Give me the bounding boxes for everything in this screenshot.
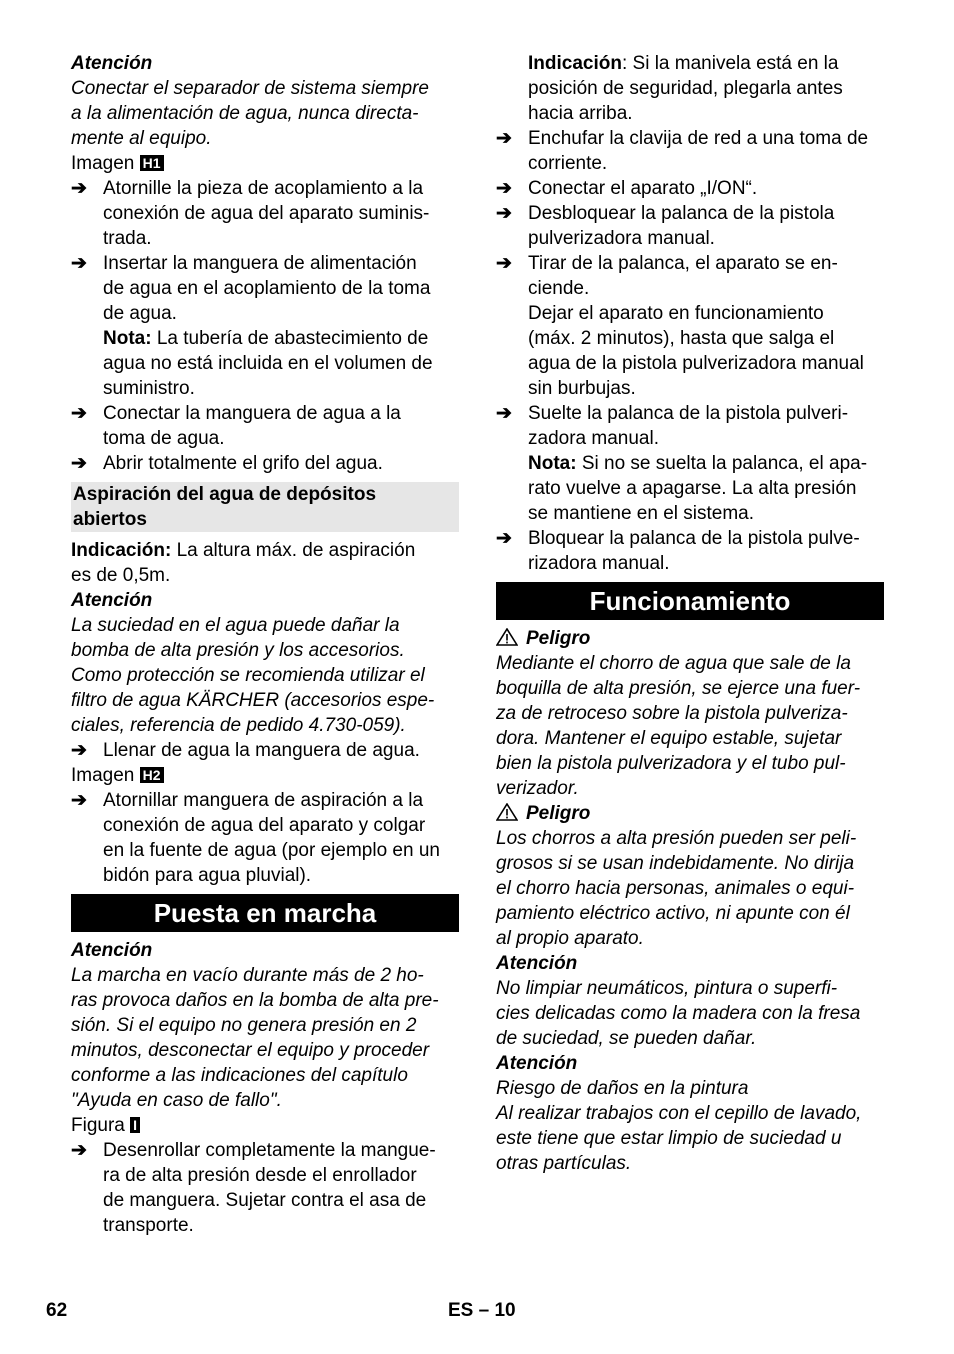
- page-number: 62: [46, 1300, 68, 1321]
- text-line: No limpiar neumáticos, pintura o superfi-: [496, 978, 838, 999]
- text-line: Bloquear la palanca de la pistola pulve-: [528, 528, 860, 549]
- instruction-step: [496, 526, 884, 576]
- note-label: Nota:: [103, 328, 152, 349]
- text-line: Conectar el aparato „I/ON“.: [528, 178, 758, 199]
- text-line: Atornille la pieza de acoplamiento a la: [103, 178, 424, 199]
- instruction-step: [71, 251, 459, 401]
- text-line: grosos si se usan indebidamente. No dirija: [496, 853, 855, 874]
- instruction-step: [71, 1138, 459, 1238]
- attention-heading: Atención: [71, 940, 153, 961]
- attention-heading: Atención: [496, 1053, 578, 1074]
- instruction-step: [496, 126, 884, 176]
- text-line: "Ayuda en caso de fallo".: [71, 1090, 282, 1111]
- text-line: conexión de agua del aparato suminis-: [103, 203, 430, 224]
- text-line: boquilla de alta presión, se ejerce una fuer-: [496, 678, 861, 699]
- text-line: Desenrollar completamente la mangue-: [103, 1140, 436, 1161]
- attention-text: [71, 76, 459, 151]
- text-line: minutos, desconectar el equipo y proceder: [71, 1040, 430, 1061]
- text-line: Tirar de la palanca, el aparato se en-: [528, 253, 838, 274]
- text-line: Insertar la manguera de alimentación: [103, 253, 417, 274]
- image-label: Imagen: [71, 765, 135, 786]
- text-line: de manguera. Sujetar contra el asa de: [103, 1190, 427, 1211]
- text-line: Conectar el separador de sistema siempre: [71, 78, 430, 99]
- image-reference-h2: [71, 763, 459, 788]
- danger-title: Peligro: [526, 628, 591, 649]
- figure-badge: I: [130, 1117, 140, 1133]
- text-line: corriente.: [528, 153, 608, 174]
- warning-triangle-icon: [496, 803, 518, 821]
- text-line: Como protección se recomienda utilizar el: [71, 665, 425, 686]
- text-line: ras provoca daños en la bomba de alta pre-: [71, 990, 439, 1011]
- text-line: zadora manual.: [528, 428, 659, 449]
- arrow-icon: ➔: [496, 178, 512, 199]
- instruction-step: [71, 176, 459, 251]
- instruction-step: [71, 788, 459, 888]
- danger-title: Peligro: [526, 803, 591, 824]
- right-column: [496, 51, 884, 1176]
- instruction-step: [496, 176, 884, 201]
- text-line: ciales, referencia de pedido 4.730-059).: [71, 715, 406, 736]
- arrow-icon: ➔: [71, 453, 87, 474]
- attention-text: [71, 963, 459, 1113]
- text-line: trada.: [103, 228, 152, 249]
- text-line: La suciedad en el agua puede dañar la: [71, 615, 400, 636]
- text-line: de suciedad, se pueden dañar.: [496, 1028, 757, 1049]
- danger-heading: [496, 801, 884, 826]
- indication-label: Indicación:: [71, 540, 172, 561]
- text-line: Atornillar manguera de aspiración a la: [103, 790, 424, 811]
- text-line: Si no se suelta la palanca, el apa-: [576, 453, 868, 474]
- arrow-icon: ➔: [496, 253, 512, 274]
- attention-heading: Atención: [71, 53, 153, 74]
- text-line: agua de la pistola pulverizadora manual: [528, 353, 864, 374]
- text-line: el chorro hacia personas, animales o equi-: [496, 878, 855, 899]
- attention-text: [71, 613, 459, 738]
- text-line: Riesgo de daños en la pintura: [496, 1078, 749, 1099]
- text-line: ciende.: [528, 278, 590, 299]
- text-line: mente al equipo.: [71, 128, 212, 149]
- text-line: toma de agua.: [103, 428, 225, 449]
- attention-heading: Atención: [71, 590, 153, 611]
- text-line: bomba de alta presión y los accesorios.: [71, 640, 405, 661]
- text-line: La marcha en vacío durante más de 2 ho-: [71, 965, 424, 986]
- instruction-step: [496, 401, 884, 526]
- section-page-code: ES – 10: [448, 1300, 516, 1321]
- image-reference-h1: [71, 151, 459, 176]
- text-line: (máx. 2 minutos), hasta que salga el: [528, 328, 835, 349]
- arrow-icon: ➔: [71, 790, 87, 811]
- left-column: [71, 51, 459, 1238]
- note: [103, 326, 459, 351]
- text-line: pulverizadora manual.: [528, 228, 715, 249]
- text-line: La altura máx. de aspiración: [171, 540, 416, 561]
- text-line: Enchufar la clavija de red a una toma de: [528, 128, 869, 149]
- text-line: Llenar de agua la manguera de agua.: [103, 740, 420, 761]
- instruction-step: [71, 401, 459, 451]
- instruction-step: [496, 251, 884, 401]
- text-line: Al realizar trabajos con el cepillo de lavado,: [496, 1103, 862, 1124]
- text-line: ra de alta presión desde el enrollador: [103, 1165, 417, 1186]
- text-line: al propio aparato.: [496, 928, 644, 949]
- arrow-icon: ➔: [71, 1140, 87, 1161]
- text-line: a la alimentación de agua, nunca directa-: [71, 103, 419, 124]
- text-line: es de 0,5m.: [71, 565, 171, 586]
- text-line: posición de seguridad, plegarla antes: [528, 78, 843, 99]
- arrow-icon: ➔: [496, 128, 512, 149]
- text-line: conexión de agua del aparato y colgar: [103, 815, 426, 836]
- text-line: pamiento eléctrico activo, ni apunte con él: [496, 903, 850, 924]
- text-line: otras partículas.: [496, 1153, 632, 1174]
- arrow-icon: ➔: [71, 403, 87, 424]
- section-heading: Funcionamiento: [496, 582, 884, 620]
- attention-text: [496, 976, 884, 1051]
- text-line: Desbloquear la palanca de la pistola: [528, 203, 835, 224]
- figure-label: Figura: [71, 1115, 125, 1136]
- text-line: abiertos: [73, 509, 147, 530]
- instruction-step: [71, 451, 459, 476]
- instruction-step: [496, 201, 884, 251]
- text-line: rato vuelve a apagarse. La alta presión: [528, 478, 857, 499]
- text-line: bien la pistola pulverizadora y el tubo pul-: [496, 753, 846, 774]
- instruction-step: [71, 738, 459, 763]
- indication-label: Indicación: [528, 53, 622, 74]
- subsection-heading: [71, 482, 459, 532]
- text-line: conforme a las indicaciones del capítulo: [71, 1065, 408, 1086]
- text-line: Aspiración del agua de depósitos: [73, 484, 377, 505]
- arrow-icon: ➔: [496, 528, 512, 549]
- text-line: cies delicadas como la madera con la fresa: [496, 1003, 861, 1024]
- section-heading: Puesta en marcha: [71, 894, 459, 932]
- arrow-icon: ➔: [71, 178, 87, 199]
- arrow-icon: ➔: [496, 203, 512, 224]
- indication: [71, 538, 459, 563]
- text-line: sin burbujas.: [528, 378, 636, 399]
- arrow-icon: ➔: [496, 403, 512, 424]
- text-line: dora. Mantener el equipo estable, sujetar: [496, 728, 842, 749]
- text-line: Los chorros a alta presión pueden ser peli-: [496, 828, 857, 849]
- danger-text: [496, 826, 884, 951]
- warning-triangle-icon: [496, 628, 518, 646]
- text-line: de agua en el acoplamiento de la toma: [103, 278, 431, 299]
- note-label: Nota:: [528, 453, 577, 474]
- image-badge: H2: [140, 767, 164, 783]
- text-line: suministro.: [103, 378, 195, 399]
- text-line: filtro de agua KÄRCHER (accesorios espe-: [71, 690, 435, 711]
- arrow-icon: ➔: [71, 740, 87, 761]
- image-badge: H1: [140, 155, 164, 171]
- text-line: hacia arriba.: [528, 103, 633, 124]
- text-line: este tiene que estar limpio de suciedad u: [496, 1128, 842, 1149]
- text-line: Dejar el aparato en funcionamiento: [528, 303, 824, 324]
- note: [528, 451, 884, 476]
- text-line: de agua.: [103, 303, 177, 324]
- text-line: La tubería de abastecimiento de: [151, 328, 429, 349]
- text-line: verizador.: [496, 778, 579, 799]
- text-line: Abrir totalmente el grifo del agua.: [103, 453, 383, 474]
- arrow-icon: ➔: [71, 253, 87, 274]
- text-line: Conectar la manguera de agua a la: [103, 403, 401, 424]
- text-line: Suelte la palanca de la pistola pulveri-: [528, 403, 849, 424]
- figure-reference: [71, 1113, 459, 1138]
- text-line: za de retroceso sobre la pistola pulveriza-: [496, 703, 848, 724]
- text-line: agua no está incluida en el volumen de: [103, 353, 433, 374]
- text-line: se mantiene en el sistema.: [528, 503, 755, 524]
- text-line: rizadora manual.: [528, 553, 670, 574]
- attention-heading: Atención: [496, 953, 578, 974]
- text-line: transporte.: [103, 1215, 194, 1236]
- text-line: sión. Si el equipo no genera presión en 2: [71, 1015, 417, 1036]
- indication: [496, 51, 884, 126]
- text-line: : Si la manivela está en la: [621, 53, 839, 74]
- text-line: bidón para agua pluvial).: [103, 865, 312, 886]
- danger-text: [496, 651, 884, 801]
- image-label: Imagen: [71, 153, 135, 174]
- text-line: en la fuente de agua (por ejemplo en un: [103, 840, 440, 861]
- attention-text: [496, 1076, 884, 1176]
- text-line: Mediante el chorro de agua que sale de la: [496, 653, 851, 674]
- danger-heading: [496, 626, 884, 651]
